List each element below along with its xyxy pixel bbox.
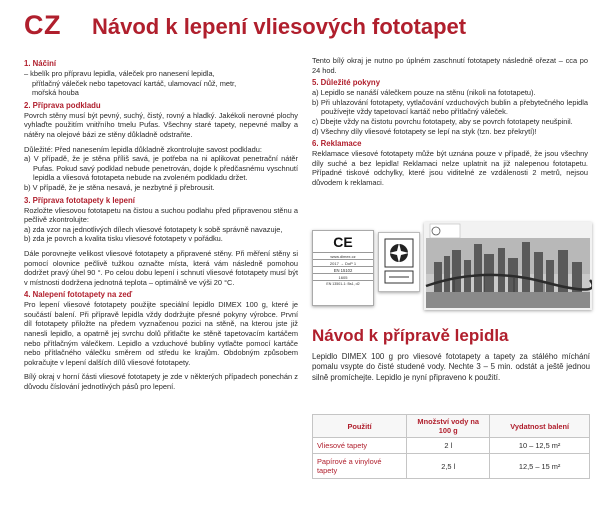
cell-use: Vliesové tapety: [313, 438, 407, 454]
tools-line: přítlačný váleček nebo tapetovací kartáč, ulamovací nůž, metr,: [32, 78, 237, 88]
important-item-b: b) Při uhlazování fototapety, vytlačování vzduchových bublin a přebytečného lepidla používejte vždy tapetovací kartáč nebo přítlačný váleček.: [312, 97, 588, 117]
label-url: www.dimex.cz: [313, 252, 373, 259]
hanging-paragraph-2: Bílý okraj v horní části vliesové fototapety je zde v některých případech ponechán z důvodu číslování jednotlivých pásů pro lepení.: [24, 372, 298, 392]
cell-water: 2 l: [407, 438, 490, 454]
substrate-important: Důležité: Před nanesením lepidla důkladně zkontrolujte savost podkladu:: [24, 144, 262, 154]
right-column: [312, 56, 588, 188]
preparation-paragraph-2: Dále porovnejte velikost vliesové fototapety a připravené stěny. Při měření stěny si pomocí olovnice pečlivě tužkou označte místa, která vám následně pomohou dodržet pravý úhel 90 °. Po celou dobu lepení i schnutí vliesové fototapety musí být v místnosti dodržena jednotná teplota – optimálně ve výši 20 °C.: [24, 248, 298, 287]
section-substrate-heading: 2. Příprava podkladu: [24, 100, 101, 110]
trim-paragraph: Tento bílý okraj je nutno po úplném zaschnutí fototapety následně ořezat – cca po 24 hod.: [312, 56, 588, 75]
symbols-icon: [379, 233, 419, 291]
cell-yield: 10 – 12,5 m²: [490, 438, 590, 454]
complaints-paragraph: Reklamace vliesové fototapety může být uznána pouze v případě, že jsou všechny díly suché a bez lepidla! Reklamaci nelze uplatnit na již nalepenou fototapetu. Případné tiskové odchylky, které jsou viditelné ze vzdálenosti 2 metrů, nejsou důvodem k reklamaci.: [312, 149, 588, 187]
cell-use: Papírové a vinylové tapety: [313, 454, 407, 479]
hanging-paragraph: Pro lepení vliesové fototapety použijte speciální lepidlo DIMEX 100 g, které je součástí balení. Při přípravě lepidla vždy dodržujte přesné pokyny výrobce. První díl fototapety přiložte na předem vyznačenou pozici na stěně, na kterou jste již nanesli lepidlo, a opatrně jej svrchu dolů přitlačte ke stěně tapetovacím kartáčem nebo přítlačným válečkem. Lepidlo a vzduchové bubliny vytlačte pomocí kartáče nebo přítlačného válečku směrem od středu ke krajům. Obdobným způsobem pokračujte v lepení dalších dílů vliesové fototapety.: [24, 300, 298, 367]
table-header-row: [313, 415, 590, 438]
language-code: CZ: [24, 10, 61, 40]
preparation-item-a: a) zda vzor na jednotlivých dílech vliesové fototapety k sobě správně navazuje,: [24, 224, 283, 234]
city-photo-icon: [424, 222, 592, 310]
label-class: 1605: [313, 273, 373, 280]
substrate-item-b: b) V případě, že je stěna nesavá, je nezbytné ji přebrousit.: [24, 182, 215, 192]
label-reaction: EN 13501-1: Bs1, d2: [313, 280, 373, 286]
section-complaints-heading: 6. Reklamace: [312, 139, 362, 149]
glue-intro: Lepidlo DIMEX 100 g pro vliesové fototapety a tapety za stálého míchání pomalu vsypte do čisté studené vody. Nechte 3 – 5 min. odstát a ještě jednou silně promíchejte. Lepidlo je nyní připraveno k použití.: [312, 352, 590, 382]
wallpaper-package-photo: [424, 222, 592, 310]
section-hanging-heading: 4. Nalepení fototapety na zeď: [24, 290, 133, 300]
substrate-item-a: a) V případě, že je stěna příliš savá, je potřeba na ni aplikovat penetrační nátěr Pufas. Pokud savý podklad nebude penetrován, dojde k předčasnému vyschnutí lepidla a vliesová fototapeta nebude na zvoleném podkladu držet.: [24, 154, 298, 183]
glue-table: [312, 414, 590, 479]
section-important-heading: 5. Důležité pokyny: [312, 78, 381, 88]
tools-line: – kbelík pro přípravu lepidla, váleček pro nanesení lepidla,: [24, 69, 215, 78]
section-preparation-heading: 3. Příprava fototapety k lepení: [24, 195, 135, 205]
important-item-a: a) Lepidlo se nanáší válečkem pouze na stěnu (nikoli na fototapetu).: [312, 88, 536, 98]
ce-mark: CE: [333, 234, 353, 250]
glue-heading: Návod k přípravě lepidla: [312, 326, 509, 345]
cell-yield: 12,5 – 15 m²: [490, 454, 590, 479]
preparation-paragraph: Rozložte vliesovou fototapetu na čistou a suchou podlahu před připravenou stěnu a pečlivě zkontrolujte:: [24, 205, 298, 225]
preparation-item-b: b) zda je povrch a kvalita tisku vliesové fototapety v pořádku.: [24, 234, 223, 244]
table-row: [313, 438, 590, 454]
label-norm: EN 15102: [313, 266, 373, 273]
table-row: [313, 454, 590, 479]
left-column: [24, 56, 298, 392]
important-item-c: c) Dbejte vždy na čistotu povrchu fototapety, aby se povrch fototapety neušpinil.: [312, 116, 573, 126]
important-item-d: d) Všechny díly vliesové fototapety se lepí na styk (tzn. bez překrytí)!: [312, 126, 537, 136]
page-title: Návod k lepení vliesových fototapet: [92, 14, 467, 39]
section-tools-heading: 1. Náčiní: [24, 59, 57, 68]
cell-water: 2,5 l: [407, 454, 490, 479]
product-images-row: [312, 222, 592, 310]
column-header-water: Množství vody na 100 g: [407, 415, 490, 438]
column-header-yield: Vydatnost balení: [490, 415, 590, 438]
ce-label-card: [312, 230, 374, 306]
tools-line: mořská houba: [32, 88, 79, 98]
substrate-paragraph: Povrch stěny musí být pevný, suchý, čistý, rovný a hladký. Jakékoli nerovné plochy vyhlaďte použitím vnitřního tmelu Pufas. Všechny staré tapety, nepevné malby a nátěry na olejové bázi ze stěny důkladně odstraňte.: [24, 110, 298, 139]
label-year: 2017 → DoP 1: [313, 259, 373, 266]
column-header-use: Použití: [313, 415, 407, 438]
symbols-card: [378, 232, 420, 292]
